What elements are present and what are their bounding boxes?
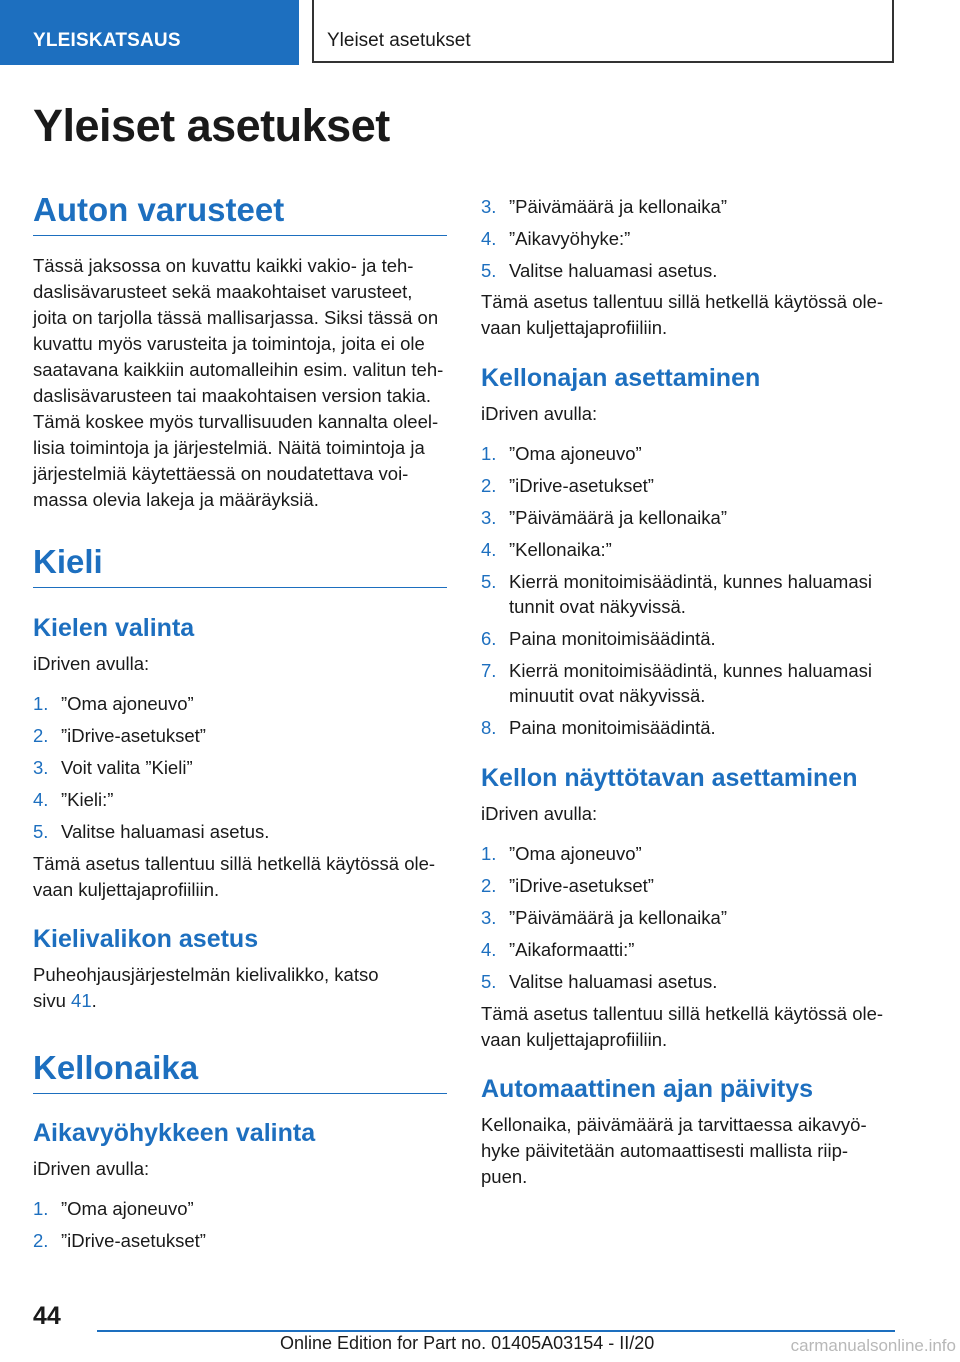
step-number: 5. <box>481 260 497 281</box>
list-item <box>481 505 895 530</box>
header-chapter-label: Yleiset asetukset <box>327 30 471 51</box>
list-item <box>481 841 895 866</box>
list-item <box>481 226 895 251</box>
list-item <box>481 258 895 283</box>
list-item <box>33 691 447 716</box>
step-number: 4. <box>481 939 497 960</box>
watermark-text: carmanualsonline.info <box>790 1336 956 1355</box>
list-item <box>481 969 895 994</box>
step-number: 3. <box>481 907 497 928</box>
step-number: 2. <box>481 475 497 496</box>
idriven-avulla-text: iDriven avulla: <box>33 1158 150 1179</box>
kielivalikon-period: . <box>91 990 97 1011</box>
step-number: 4. <box>481 539 497 560</box>
page-number: 44 <box>33 1302 61 1330</box>
paragraph-automaattinen: Kellonaika, päivämäärä ja tarvittaessa aikavyö- hyke päivitetään automaattisesti mallista riip- puen. <box>481 1114 867 1187</box>
step-text: ”iDrive-asetukset” <box>61 725 206 746</box>
step-text: ”Oma ajoneuvo” <box>61 693 194 714</box>
note-kielen-valinta: Tämä asetus tallentuu sillä hetkellä käytössä ole- vaan kuljettajaprofiiliin. <box>33 853 436 900</box>
step-text: ”iDrive-asetukset” <box>509 475 654 496</box>
step-text: Kierrä monitoimisäädintä, kunnes haluamasi tunnit ovat näkyvissä. <box>509 571 872 617</box>
list-item <box>481 441 895 466</box>
heading-kellon-nayttotavan: Kellon näyttötavan asettaminen <box>481 764 858 792</box>
step-number: 1. <box>481 443 497 464</box>
idriven-avulla-text: iDriven avulla: <box>33 653 150 674</box>
step-text: ”Päivämäärä ja kellonaika” <box>509 907 727 928</box>
kielivalikon-text: Puheohjausjärjestelmän kielivalikko, katso sivu <box>33 964 379 1011</box>
list-item <box>33 819 447 844</box>
list-item <box>33 787 447 812</box>
note-kellon-nayttotavan: Tämä asetus tallentuu sillä hetkellä käytössä ole- vaan kuljettajaprofiiliin. <box>481 1003 884 1050</box>
step-text: ”iDrive-asetukset” <box>61 1230 206 1251</box>
step-text: Valitse haluamasi asetus. <box>509 260 718 281</box>
step-text: ”Kellonaika:” <box>509 539 612 560</box>
paragraph-kielivalikon-asetus <box>33 962 447 1014</box>
step-number: 1. <box>481 843 497 864</box>
header-chapter-box <box>312 0 894 63</box>
step-text: ”Kieli:” <box>61 789 114 810</box>
step-number: 6. <box>481 628 497 649</box>
page-title: Yleiset asetukset <box>33 100 390 151</box>
step-text: ”Oma ajoneuvo” <box>61 1198 194 1219</box>
list-item <box>481 194 895 219</box>
heading-kellonaika: Kellonaika <box>33 1049 447 1094</box>
header-section-tab <box>0 0 299 65</box>
step-text: Kierrä monitoimisäädintä, kunnes haluamasi minuutit ovat näkyvissä. <box>509 660 872 706</box>
steps-aikavyohyke-part2 <box>481 194 895 290</box>
heading-aikavyohykkeen-valinta: Aikavyöhykkeen valinta <box>33 1119 316 1147</box>
list-item <box>481 905 895 930</box>
step-text: ”Oma ajoneuvo” <box>509 443 642 464</box>
list-item <box>481 626 895 651</box>
step-text: Valitse haluamasi asetus. <box>509 971 718 992</box>
list-item <box>481 715 895 740</box>
step-text: ”Oma ajoneuvo” <box>509 843 642 864</box>
step-number: 3. <box>481 196 497 217</box>
paragraph-auton-varusteet: Tässä jaksossa on kuvattu kaikki vakio- ja teh- daslisävarusteet sekä maakohtaiset varusteet, joita on tarjolla tässä mallisarjassa. Siksi tässä on kuvattu myös varusteita ja toimintoja, joita ei ole saatavana kaikkiin automalleihin esim. valitun teh- daslisävarusteen tai maakohtaisen version takia. Tämä koskee myös turvallisuuden kannalta oleel- lisia toimintoja ja järjestelmiä. Näitä toimintoja ja järjestelmiä käytettäessä on noudatettava voi- massa olevia lakeja ja määräyksiä. <box>33 255 444 510</box>
list-item <box>33 1228 447 1253</box>
step-number: 4. <box>33 789 49 810</box>
heading-kieli: Kieli <box>33 543 447 588</box>
idriven-avulla-text: iDriven avulla: <box>481 403 598 424</box>
step-number: 5. <box>481 571 497 592</box>
list-item <box>481 569 895 619</box>
steps-kielen-valinta <box>33 691 447 851</box>
step-number: 7. <box>481 660 497 681</box>
step-number: 3. <box>481 507 497 528</box>
steps-kellonajan-asettaminen <box>481 441 895 747</box>
list-item <box>33 723 447 748</box>
step-number: 8. <box>481 717 497 738</box>
step-text: Voit valita ”Kieli” <box>61 757 193 778</box>
list-item <box>33 1196 447 1221</box>
step-number: 5. <box>481 971 497 992</box>
footer-edition: Online Edition for Part no. 01405A03154 - II/20 <box>280 1333 655 1353</box>
list-item <box>481 537 895 562</box>
step-text: Valitse haluamasi asetus. <box>61 821 270 842</box>
header-section-label: YLEISKATSAUS <box>33 30 181 51</box>
step-number: 2. <box>481 875 497 896</box>
heading-kielivalikon-asetus: Kielivalikon asetus <box>33 925 259 953</box>
step-number: 3. <box>33 757 49 778</box>
heading-auton-varusteet: Auton varusteet <box>33 191 447 236</box>
footer-divider <box>97 1330 895 1332</box>
heading-automaattinen-ajan-paivitys: Automaattinen ajan päivitys <box>481 1075 814 1103</box>
note-aikavyohyke: Tämä asetus tallentuu sillä hetkellä käytössä ole- vaan kuljettajaprofiiliin. <box>481 291 884 338</box>
step-text: Paina monitoimisäädintä. <box>509 628 716 649</box>
step-text: ”Aikavyöhyke:” <box>509 228 631 249</box>
step-number: 1. <box>33 693 49 714</box>
steps-kellon-nayttotavan <box>481 841 895 1001</box>
list-item <box>481 473 895 498</box>
heading-kielen-valinta: Kielen valinta <box>33 614 195 642</box>
list-item <box>33 755 447 780</box>
list-item <box>481 658 895 708</box>
step-number: 2. <box>33 725 49 746</box>
step-text: ”Aikaformaatti:” <box>509 939 635 960</box>
step-text: ”Päivämäärä ja kellonaika” <box>509 196 727 217</box>
page-link-41[interactable]: 41 <box>71 990 92 1011</box>
heading-kellonajan-asettaminen: Kellonajan asettaminen <box>481 364 761 392</box>
step-text: ”Päivämäärä ja kellonaika” <box>509 507 727 528</box>
step-number: 5. <box>33 821 49 842</box>
step-text: ”iDrive-asetukset” <box>509 875 654 896</box>
step-number: 4. <box>481 228 497 249</box>
step-number: 1. <box>33 1198 49 1219</box>
step-number: 2. <box>33 1230 49 1251</box>
step-text: Paina monitoimisäädintä. <box>509 717 716 738</box>
idriven-avulla-text: iDriven avulla: <box>481 803 598 824</box>
list-item <box>481 873 895 898</box>
steps-aikavyohyke-part1 <box>33 1196 447 1260</box>
list-item <box>481 937 895 962</box>
